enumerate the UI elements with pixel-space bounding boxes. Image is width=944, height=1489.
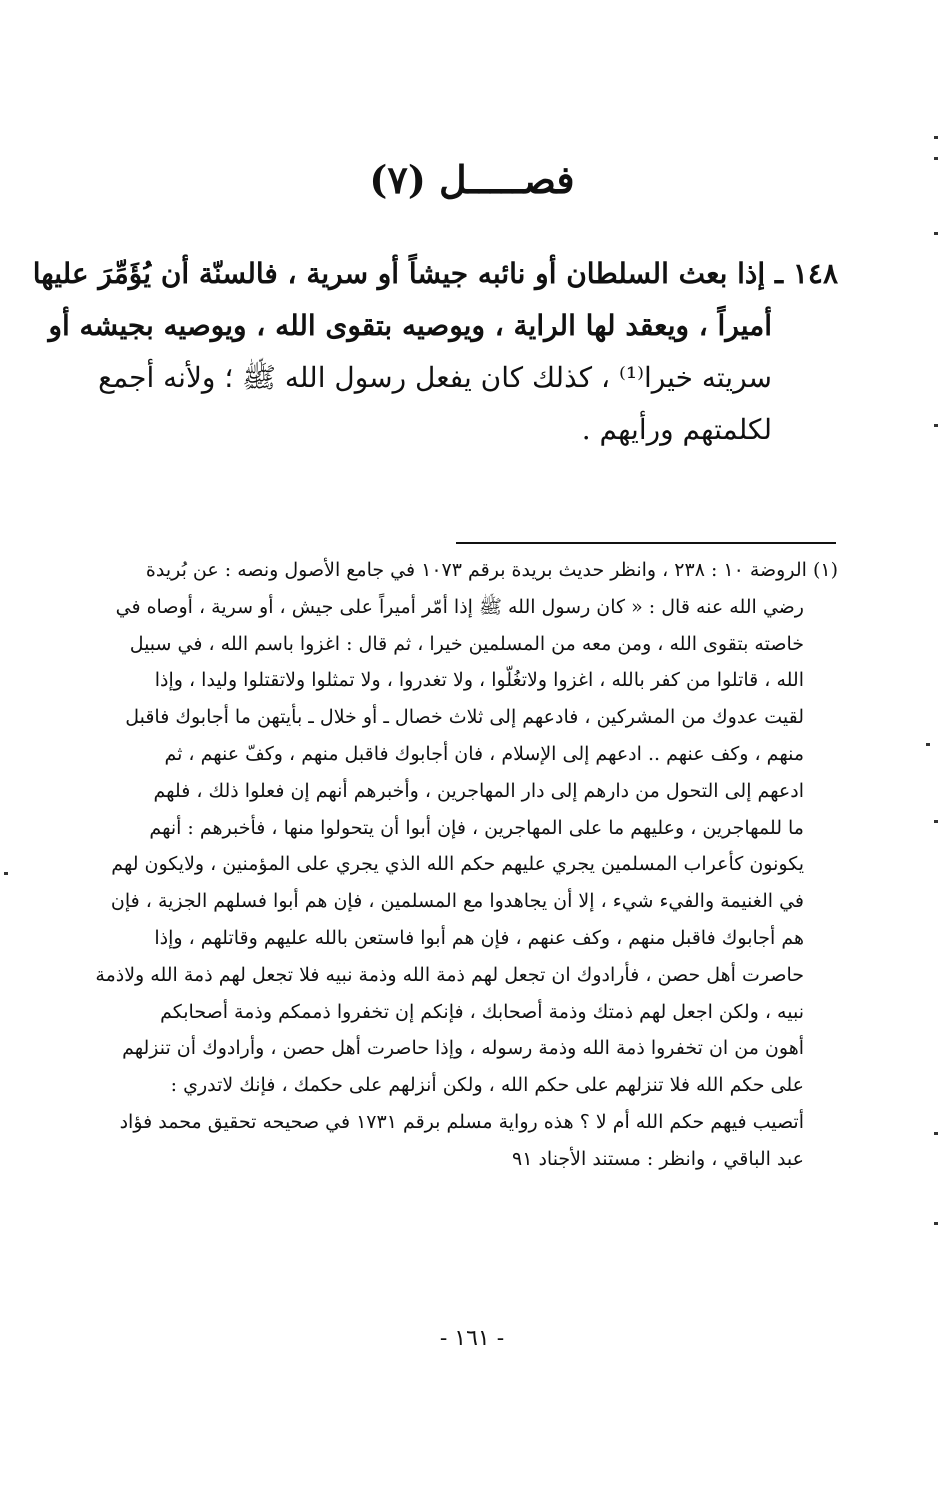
footnote-line-3: خاصته بتقوى الله ، ومن معه من المسلمين خيرا ، ثم قال : اغزوا باسم الله ، في سبيل xyxy=(129,632,804,655)
main-line-4: لكلمتهم ورأيهم . xyxy=(581,413,772,446)
footnote-line-10: في الغنيمة والفيء شيء ، إلا أن يجاهدوا مع المسلمين ، فإن هم أبوا فسلهم الجزية ، فإن xyxy=(110,890,804,913)
footnote-line-1: (١) الروضة ١٠ : ٢٣٨ ، وانظر حديث بريدة برقم ١٠٧٣ في جامع الأصول ونصه : عن بُريدة xyxy=(145,559,838,581)
scan-speck xyxy=(934,136,938,139)
footnote-line-6: منهم ، وكف عنهم .. ادعهم إلى الإسلام ، فان أجابوك فاقبل منهم ، وكفّ عنهم ، ثم xyxy=(164,742,804,765)
footnote-line-5: لقيت عدوك من المشركين ، فادعهم إلى ثلاث خصال ـ أو خلال ـ بأيتهن ما أجابوك فاقبل xyxy=(125,706,804,729)
main-line-2: أميراً ، ويعقد لها الراية ، ويوصيه بتقوى الله ، ويوصيه بجيشه أو xyxy=(48,309,772,342)
footnote-line-14: أهون من ان تخفروا ذمة الله وذمة رسوله ، وإذا حاصرت أهل حصن ، وأرادوك أن تنزلهم xyxy=(122,1037,804,1060)
scan-speck xyxy=(934,424,938,427)
footnote-line-4: الله ، قاتلوا من كفر بالله ، اغزوا ولاتغُلّوا ، ولا تغدروا ، ولا تمثلوا ولاتقتلوا وليدا ، وإذا xyxy=(154,669,804,692)
section-title: فصـــــل (٧) xyxy=(369,157,575,202)
footnote-line-13: نبيه ، ولكن اجعل لهم ذمتك وذمة أصحابك ، فإنكم إن تخفروا ذممكم وذمة أصحابكم xyxy=(160,1000,804,1023)
scan-speck xyxy=(934,157,938,160)
scan-speck xyxy=(926,743,930,746)
main-line-3: سريته خيرا⁽¹⁾ ، كذلك كان يفعل رسول الله ﷺ ؛ ولأنه أجمع xyxy=(98,361,772,394)
footnote-block xyxy=(95,552,838,1178)
scan-speck xyxy=(934,1222,938,1225)
footnote-line-17: عبد الباقي ، وانظر : مستند الأجناد ٩١ xyxy=(511,1147,804,1170)
footnote-line-8: ما للمهاجرين ، وعليهم ما على المهاجرين ، فإن أبوا أن يتحولوا منها ، فأخبرهم : أنهم xyxy=(149,816,804,839)
scan-speck xyxy=(934,820,938,823)
footnote-line-2: رضي الله عنه قال : « كان رسول الله ﷺ إذا أمّر أميراً على جيش ، أو سرية ، أوصاه في xyxy=(115,595,804,618)
footnote-line-15: على حكم الله فلا تنزلهم على حكم الله ، ولكن أنزلهم على حكمك ، فإنك لاتدري : xyxy=(170,1074,804,1097)
footnote-line-11: هم أجابوك فاقبل منهم ، وكف عنهم ، فإن هم أبوا فاستعن بالله عليهم وقاتلهم ، وإذا xyxy=(154,926,804,949)
main-line-1: ١٤٨ ـ إذا بعث السلطان أو نائبه جيشاً أو سرية ، فالسنّة أن يُؤَمِّرَ عليها xyxy=(32,257,838,290)
main-paragraph xyxy=(32,248,838,456)
footnote-line-12: حاصرت أهل حصن ، فأرادوك ان تجعل لهم ذمة الله وذمة نبيه فلا تجعل لهم ذمة الله ولاذمة xyxy=(95,963,804,986)
page-number: - ١٦١ - xyxy=(439,1326,505,1351)
footnote-separator xyxy=(456,542,836,544)
scan-speck xyxy=(4,872,8,875)
scan-speck xyxy=(934,232,938,235)
scan-speck xyxy=(934,1132,938,1135)
footnote-line-16: أتصيب فيهم حكم الله أم لا ؟ هذه رواية مسلم برقم ١٧٣١ في صحيحه تحقيق محمد فؤاد xyxy=(119,1110,804,1133)
footnote-line-7: ادعهم إلى التحول من دارهم إلى دار المهاجرين ، وأخبرهم أنهم إن فعلوا ذلك ، فلهم xyxy=(153,779,804,802)
footnote-line-9: يكونون كأعراب المسلمين يجري عليهم حكم الله الذي يجري على المؤمنين ، ولايكون لهم xyxy=(111,853,804,876)
